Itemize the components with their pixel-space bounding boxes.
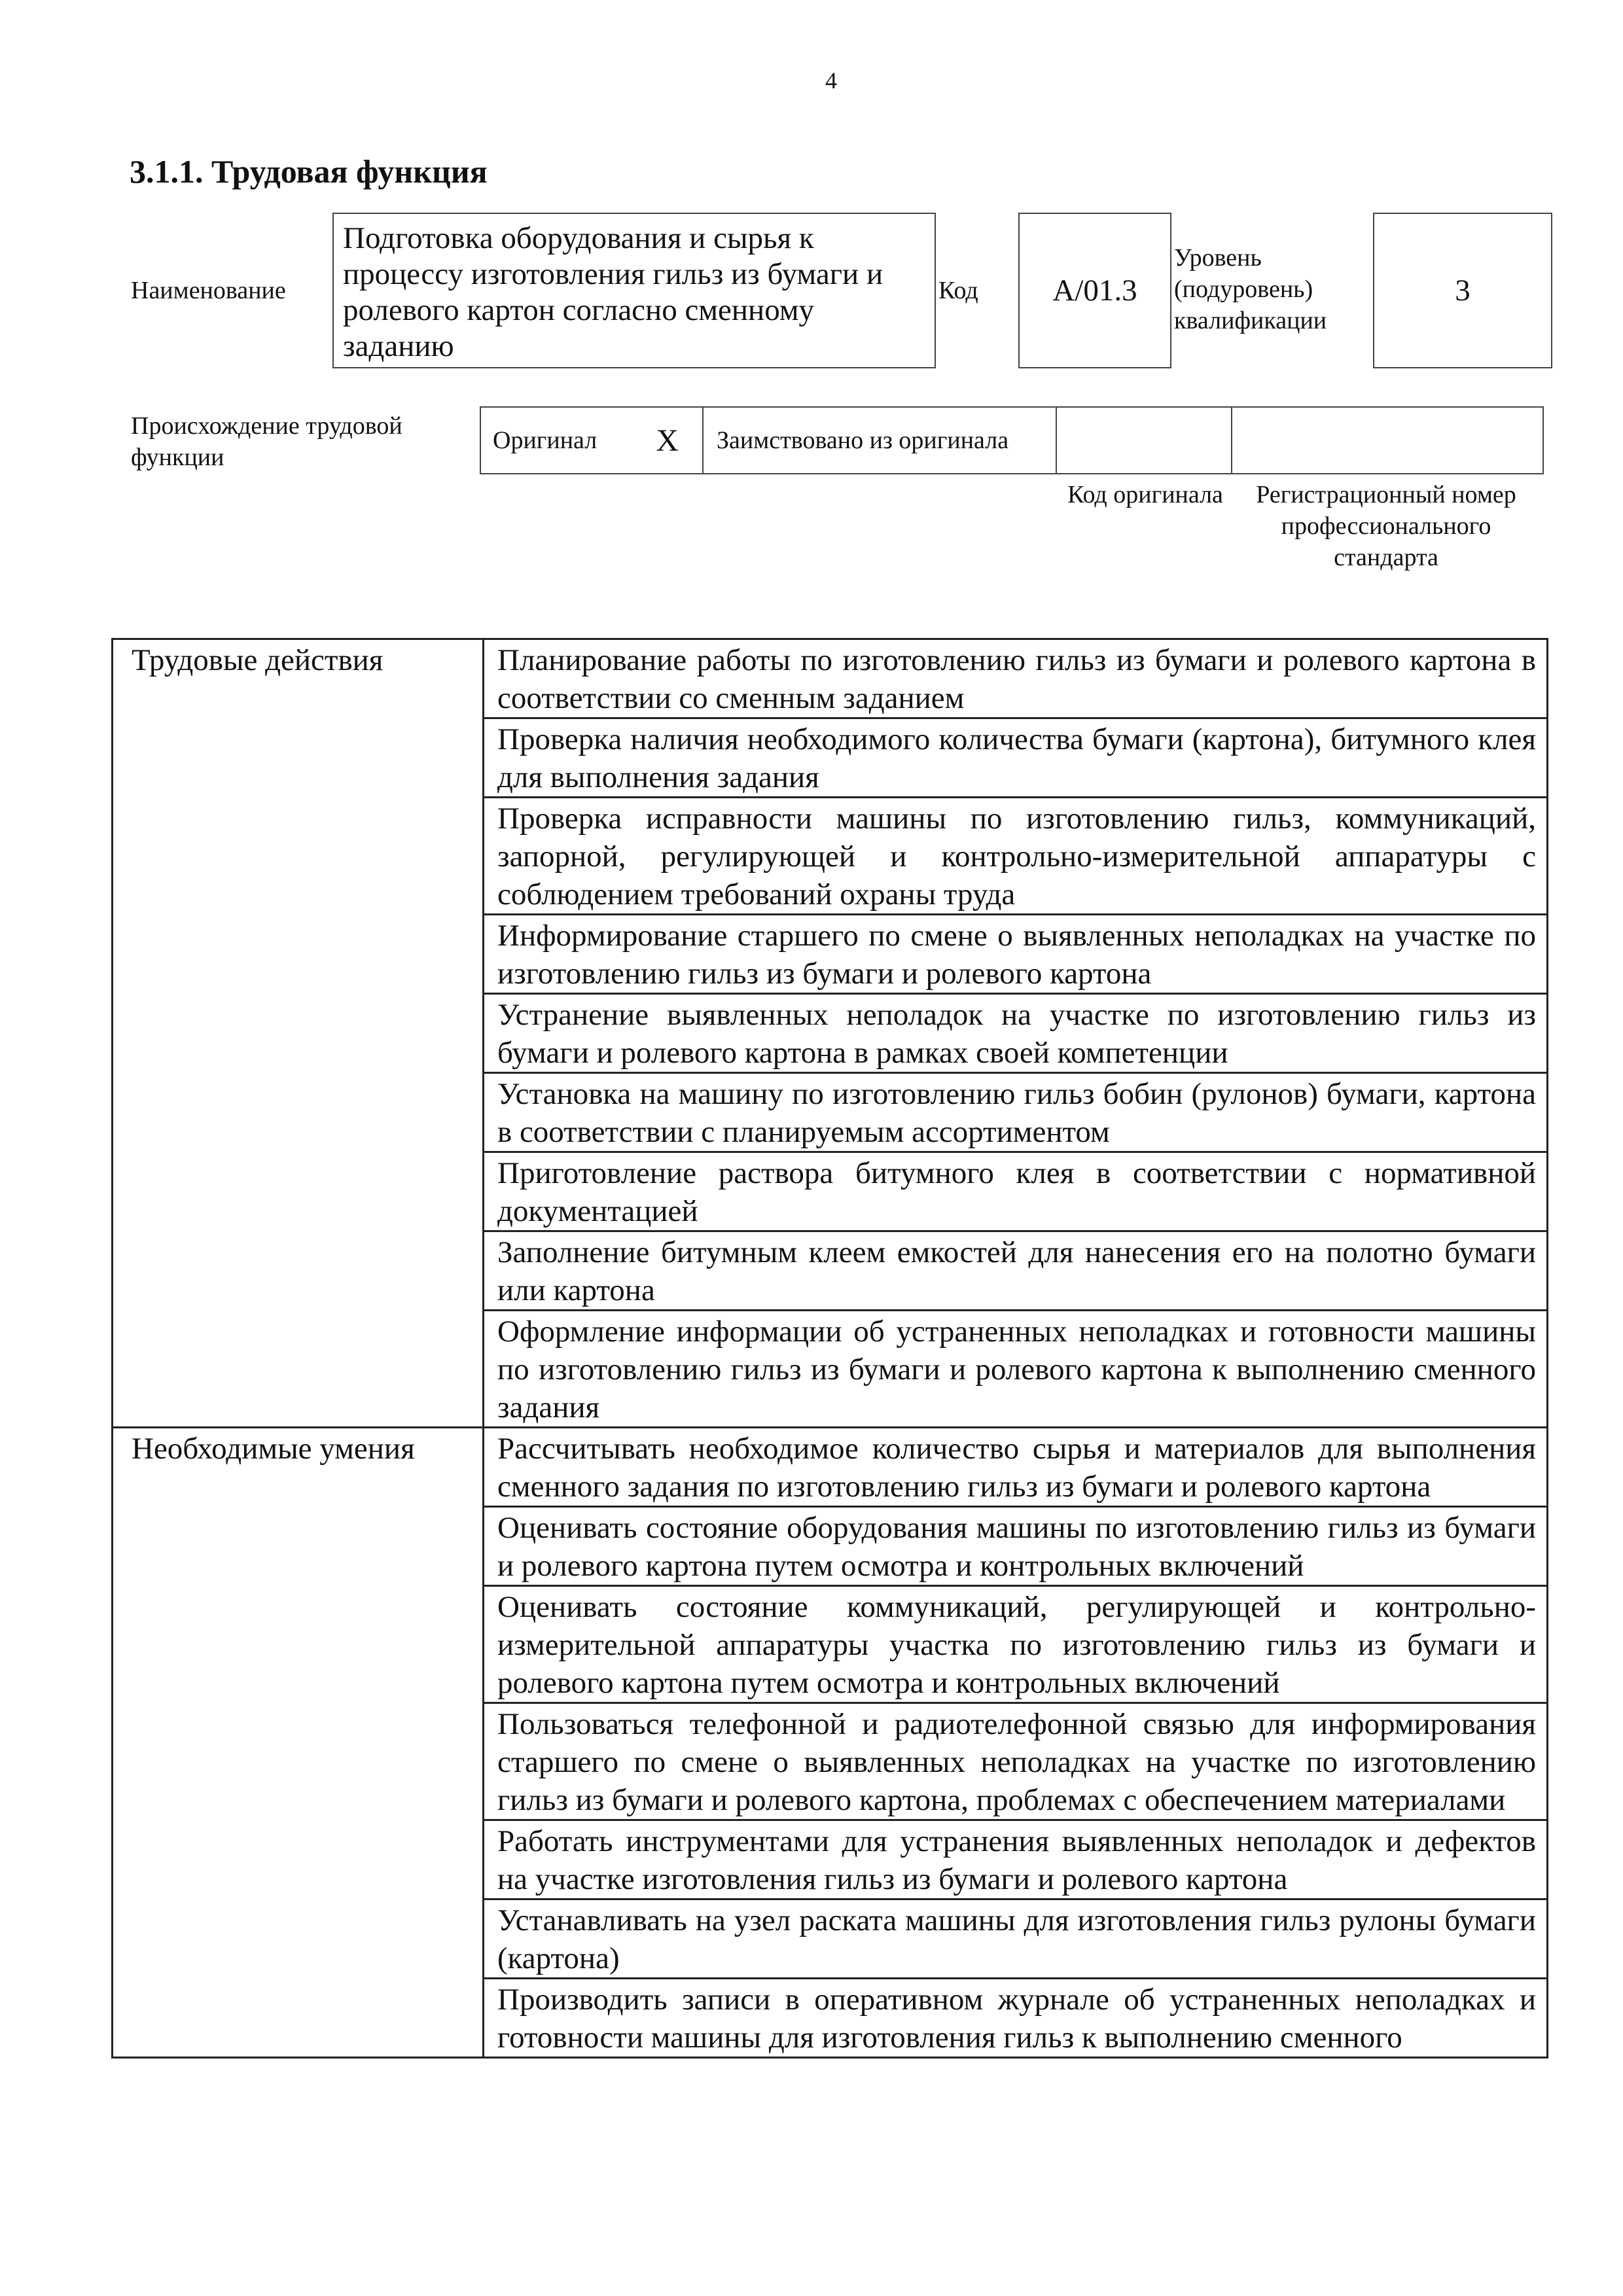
labor-action-item: Проверка исправности машины по изготовлению гильз, коммуникаций, запорной, регулирующей и контрольно-измерительной аппаратуры с соблюдением требований охраны труда bbox=[484, 798, 1548, 915]
labor-action-item: Устранение выявленных неполадок на участке по изготовлению гильз из бумаги и ролевого картона в рамках своей компетенции bbox=[484, 994, 1548, 1073]
borrowed-label: Заимствовано из оригинала bbox=[704, 408, 1057, 473]
skill-item: Устанавливать на узел раската машины для изготовления гильз рулоны бумаги (картона) bbox=[484, 1899, 1548, 1979]
page-number: 4 bbox=[825, 67, 837, 94]
origin-table bbox=[480, 406, 1544, 474]
reg-number-cell bbox=[1232, 408, 1543, 473]
level-label: Уровень (подуровень) квалификации bbox=[1174, 244, 1327, 334]
labor-action-item: Приготовление раствора битумного клея в соответствии с нормативной документацией bbox=[484, 1152, 1548, 1231]
original-mark: X bbox=[656, 423, 679, 458]
function-table bbox=[111, 638, 1548, 2058]
labor-action-item: Оформление информации об устраненных неполадках и готовности машины по изготовлению гильз из бумаги и ролевого картона к выполнению сменного задания bbox=[484, 1311, 1548, 1428]
skill-item: Пользоваться телефонной и радиотелефонной связью для информирования старшего по смене о выявленных неполадках на участке по изготовлению гильз из бумаги и ролевого картона, проблемах с обеспечением материалами bbox=[484, 1703, 1548, 1820]
labor-action-item: Установка на машину по изготовлению гильз бобин (рулонов) бумаги, картона в соответствии с планируемым ассортиментом bbox=[484, 1073, 1548, 1152]
skill-item: Рассчитывать необходимое количество сырья и материалов для выполнения сменного задания по изготовлению гильз из бумаги и ролевого картона bbox=[484, 1428, 1548, 1507]
skill-item: Производить записи в оперативном журнале об устраненных неполадках и готовности машины для изготовления гильз к выполнению сменного bbox=[484, 1979, 1548, 2058]
code-value: А/01.3 bbox=[1018, 213, 1171, 368]
skill-label: Необходимые умения bbox=[113, 1428, 484, 2058]
origin-label: Происхождение трудовой функции bbox=[131, 412, 402, 471]
skill-row bbox=[113, 1428, 1548, 1507]
code-original-caption: Код оригинала bbox=[1067, 481, 1223, 508]
code-label: Код bbox=[938, 277, 978, 304]
skill-item: Работать инструментами для устранения выявленных неполадок и дефектов на участке изготовления гильз из бумаги и ролевого картона bbox=[484, 1820, 1548, 1899]
skill-item: Оценивать состояние коммуникаций, регулирующей и контрольно-измерительной аппаратуры участка по изготовлению гильз из бумаги и ролевого картона путем осмотра и контрольных включений bbox=[484, 1586, 1548, 1703]
labor-action-item: Информирование старшего по смене о выявленных неполадках на участке по изготовлению гильз из бумаги и ролевого картона bbox=[484, 915, 1548, 994]
labor-action-label: Трудовые действия bbox=[113, 639, 484, 1428]
level-value: 3 bbox=[1373, 213, 1552, 368]
name-label: Наименование bbox=[131, 277, 286, 304]
section-heading: 3.1.1. Трудовая функция bbox=[130, 153, 488, 190]
skill-item: Оценивать состояние оборудования машины по изготовлению гильз из бумаги и ролевого картона путем осмотра и контрольных включений bbox=[484, 1507, 1548, 1586]
name-value: Подготовка оборудования и сырья к процессу изготовления гильз из бумаги и ролевого картон согласно сменному заданию bbox=[332, 213, 936, 368]
labor-action-row bbox=[113, 639, 1548, 718]
code-original-cell bbox=[1057, 408, 1232, 473]
labor-action-item: Проверка наличия необходимого количества бумаги (картона), битумного клея для выполнения задания bbox=[484, 718, 1548, 798]
labor-action-item: Планирование работы по изготовлению гильз из бумаги и ролевого картона в соответствии со сменным заданием bbox=[484, 639, 1548, 718]
reg-number-caption: Регистрационный номер профессионального стандарта bbox=[1256, 481, 1516, 571]
original-label: Оригинал bbox=[493, 427, 597, 454]
labor-action-item: Заполнение битумным клеем емкостей для нанесения его на полотно бумаги или картона bbox=[484, 1231, 1548, 1311]
origin-original-cell bbox=[481, 408, 704, 473]
